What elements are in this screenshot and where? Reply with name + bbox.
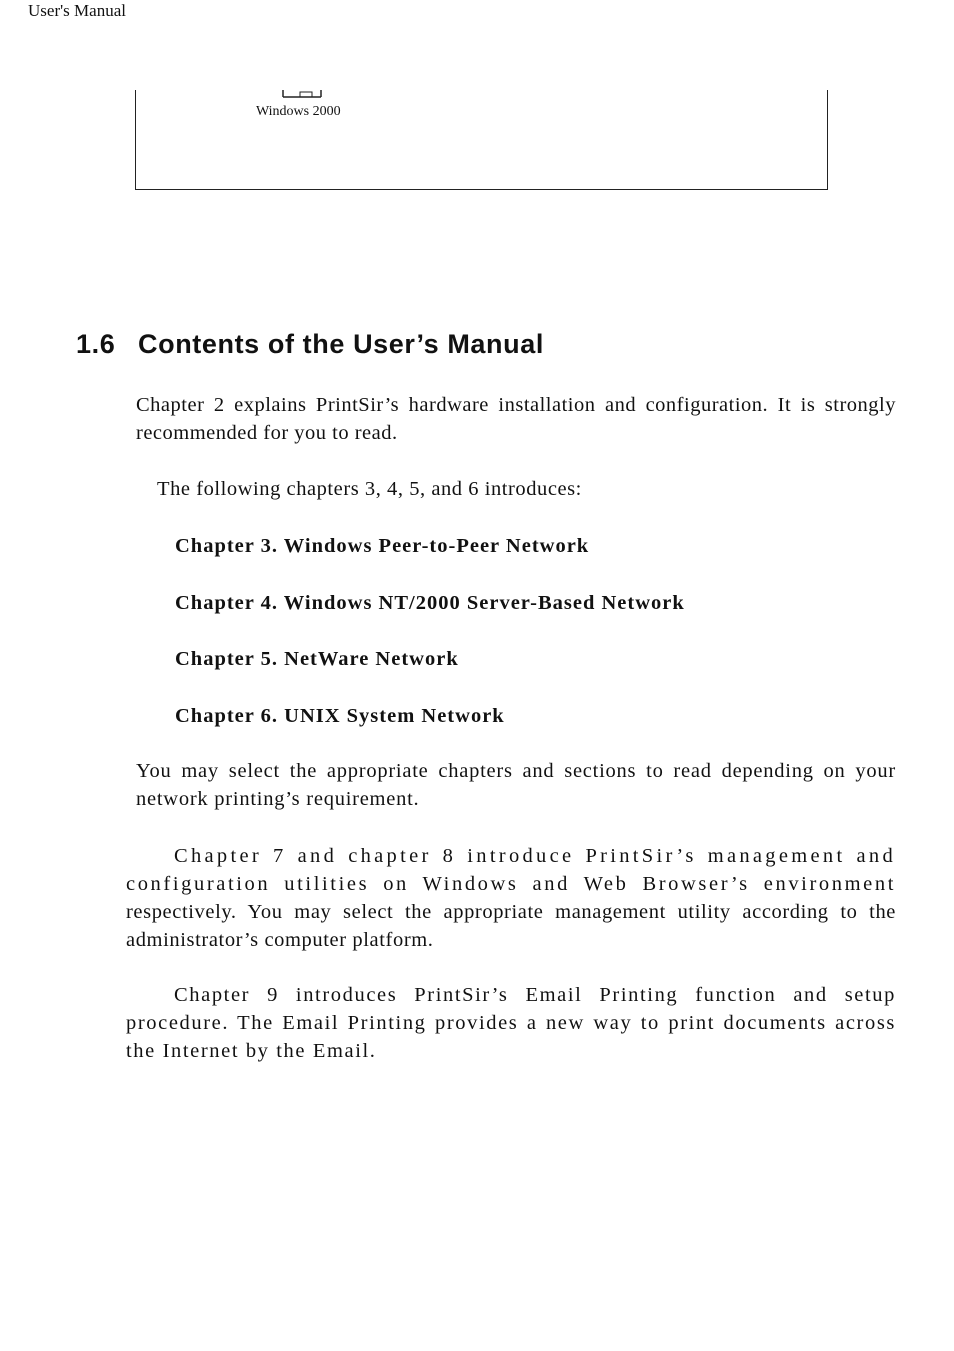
section-number: 1.6 xyxy=(76,329,116,359)
chapter-7-8-rest: respectively. You may select the appropriate management utility according to the administrator’s computer platform. xyxy=(126,901,896,951)
select-chapters-paragraph: You may select the appropriate chapters and sections to read depending on your network printing’s requirement. xyxy=(136,760,896,810)
chapter-7-8-line-2: configuration utilities on Windows and Web Browser’s environment xyxy=(126,873,896,895)
section-heading xyxy=(76,329,544,360)
chapter-item: Chapter 4. Windows NT/2000 Server-Based Network xyxy=(175,591,685,614)
section-title: Contents of the User’s Manual xyxy=(138,329,544,359)
chapter-item: Chapter 5. NetWare Network xyxy=(175,648,459,670)
network-figure-frame xyxy=(135,90,828,190)
chapter-item: Chapter 6. UNIX System Network xyxy=(175,704,505,727)
following-chapters-paragraph: The following chapters 3, 4, 5, and 6 introduces: xyxy=(157,478,582,500)
chapter-7-8-line-1: Chapter 7 and chapter 8 introduce PrintSir’s management and xyxy=(174,845,896,867)
computer-base-icon xyxy=(282,90,322,98)
chapter-7-8-paragraph xyxy=(126,842,896,954)
chapter-list xyxy=(175,532,685,758)
intro-paragraph: Chapter 2 explains PrintSir’s hardware installation and configuration. It is strongly recommended for you to read. xyxy=(136,394,896,444)
running-header: User's Manual xyxy=(28,1,126,20)
chapter-item: Chapter 3. Windows Peer-to-Peer Network xyxy=(175,535,590,557)
figure-caption: Windows 2000 xyxy=(256,104,341,119)
chapter-9-paragraph: Chapter 9 introduces PrintSir’s Email Printing function and setup procedure. The Email Printing provides a new way to print documents across the Internet by the Email. xyxy=(126,984,896,1062)
